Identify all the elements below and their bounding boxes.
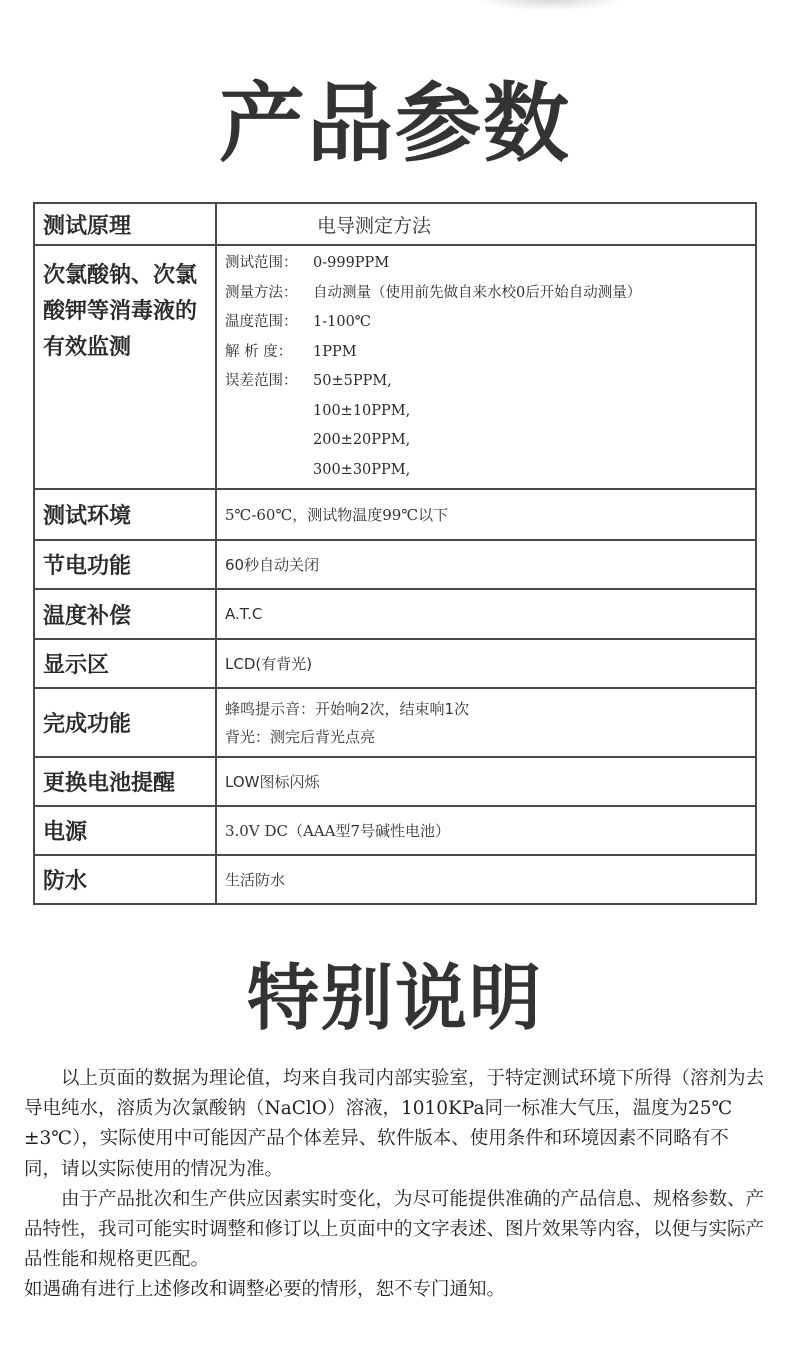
- spec-error-1: 误差范围： 50±5PPM,: [225, 373, 392, 389]
- display-label: 显示区: [34, 639, 216, 688]
- environment-value: 5℃-60℃，测试物温度99℃以下: [216, 489, 756, 540]
- spec-temp: 温度范围： 1-100℃: [225, 314, 372, 330]
- row-power-save: [34, 540, 756, 589]
- battery-alert-value: LOW图标闪烁: [216, 757, 756, 806]
- power-label: 电源: [34, 806, 216, 855]
- spec-method: 测量方法： 自动测量（使用前先做自来水校0后开始自动测量）: [225, 284, 642, 301]
- notice-paragraph-1: 以上页面的数据为理论值，均来自我司内部实验室，于特定测试环境下所得（溶剂为去导电纯水，溶质为次氯酸钠（NaClO）溶液，1010KPa同一标准大气压，温度为25℃±3℃），实际使用中可能因产品个体差异、软件版本、使用条件和环境因素不同略有不同，请以实际使用的情况为准。: [24, 1068, 765, 1180]
- display-value: LCD(有背光): [216, 639, 756, 688]
- spec-error-2: 100±10PPM,: [313, 402, 411, 419]
- power-value: 3.0V DC（AAA型7号碱性电池）: [216, 806, 756, 855]
- waterproof-label: 防水: [34, 855, 216, 904]
- power-save-label: 节电功能: [34, 540, 216, 589]
- spec-error-4: 300±30PPM,: [313, 461, 411, 478]
- top-shade: [480, 0, 620, 10]
- principle-label: 测试原理: [34, 203, 216, 245]
- row-display: [34, 639, 756, 688]
- row-environment: [34, 489, 756, 540]
- features-value: [216, 688, 756, 757]
- waterproof-value: 生活防水: [216, 855, 756, 904]
- battery-alert-label: 更换电池提醒: [34, 757, 216, 806]
- temp-comp-label: 温度补偿: [34, 589, 216, 639]
- row-monitor: [34, 245, 756, 489]
- notice-paragraph-3: 如遇确有进行上述修改和调整必要的情形，恕不专门通知。: [24, 1279, 506, 1301]
- spec-resolution: 解 析 度： 1PPM: [225, 343, 357, 360]
- row-power: [34, 806, 756, 855]
- params-title: 产品参数: [219, 74, 571, 174]
- row-principle: [34, 203, 756, 245]
- spec-range: 测试范围： 0-999PPM: [225, 255, 390, 271]
- row-temp-comp: [34, 589, 756, 639]
- row-waterproof: [34, 855, 756, 904]
- monitor-specs: [216, 245, 756, 489]
- features-label: 完成功能: [34, 688, 216, 757]
- monitor-label: 次氯酸钠、次氯酸钾等消毒液的有效监测: [34, 245, 216, 489]
- spec-error-3: 200±20PPM,: [313, 432, 411, 448]
- temp-comp-value: A.T.C: [216, 589, 756, 639]
- features-line1: 蜂鸣提示音：开始响2次，结束响1次: [225, 699, 470, 718]
- notice-text: [24, 1064, 764, 1306]
- power-save-value: 60秒自动关闭: [216, 540, 756, 589]
- row-features: [34, 688, 756, 757]
- features-line2: 背光：测完后背光点亮: [225, 727, 376, 746]
- notice-paragraph-2: 由于产品批次和生产供应因素实时变化，为尽可能提供准确的产品信息、规格参数、产品特性，我司可能实时调整和修订以上页面中的文字表述、图片效果等内容，以便与实际产品性能和规格更匹配。: [24, 1188, 765, 1271]
- row-battery-alert: [34, 757, 756, 806]
- params-table: [33, 202, 757, 905]
- notice-title: 特别说明: [246, 956, 543, 1040]
- principle-value: 电导测定方法: [216, 203, 756, 245]
- environment-label: 测试环境: [34, 489, 216, 540]
